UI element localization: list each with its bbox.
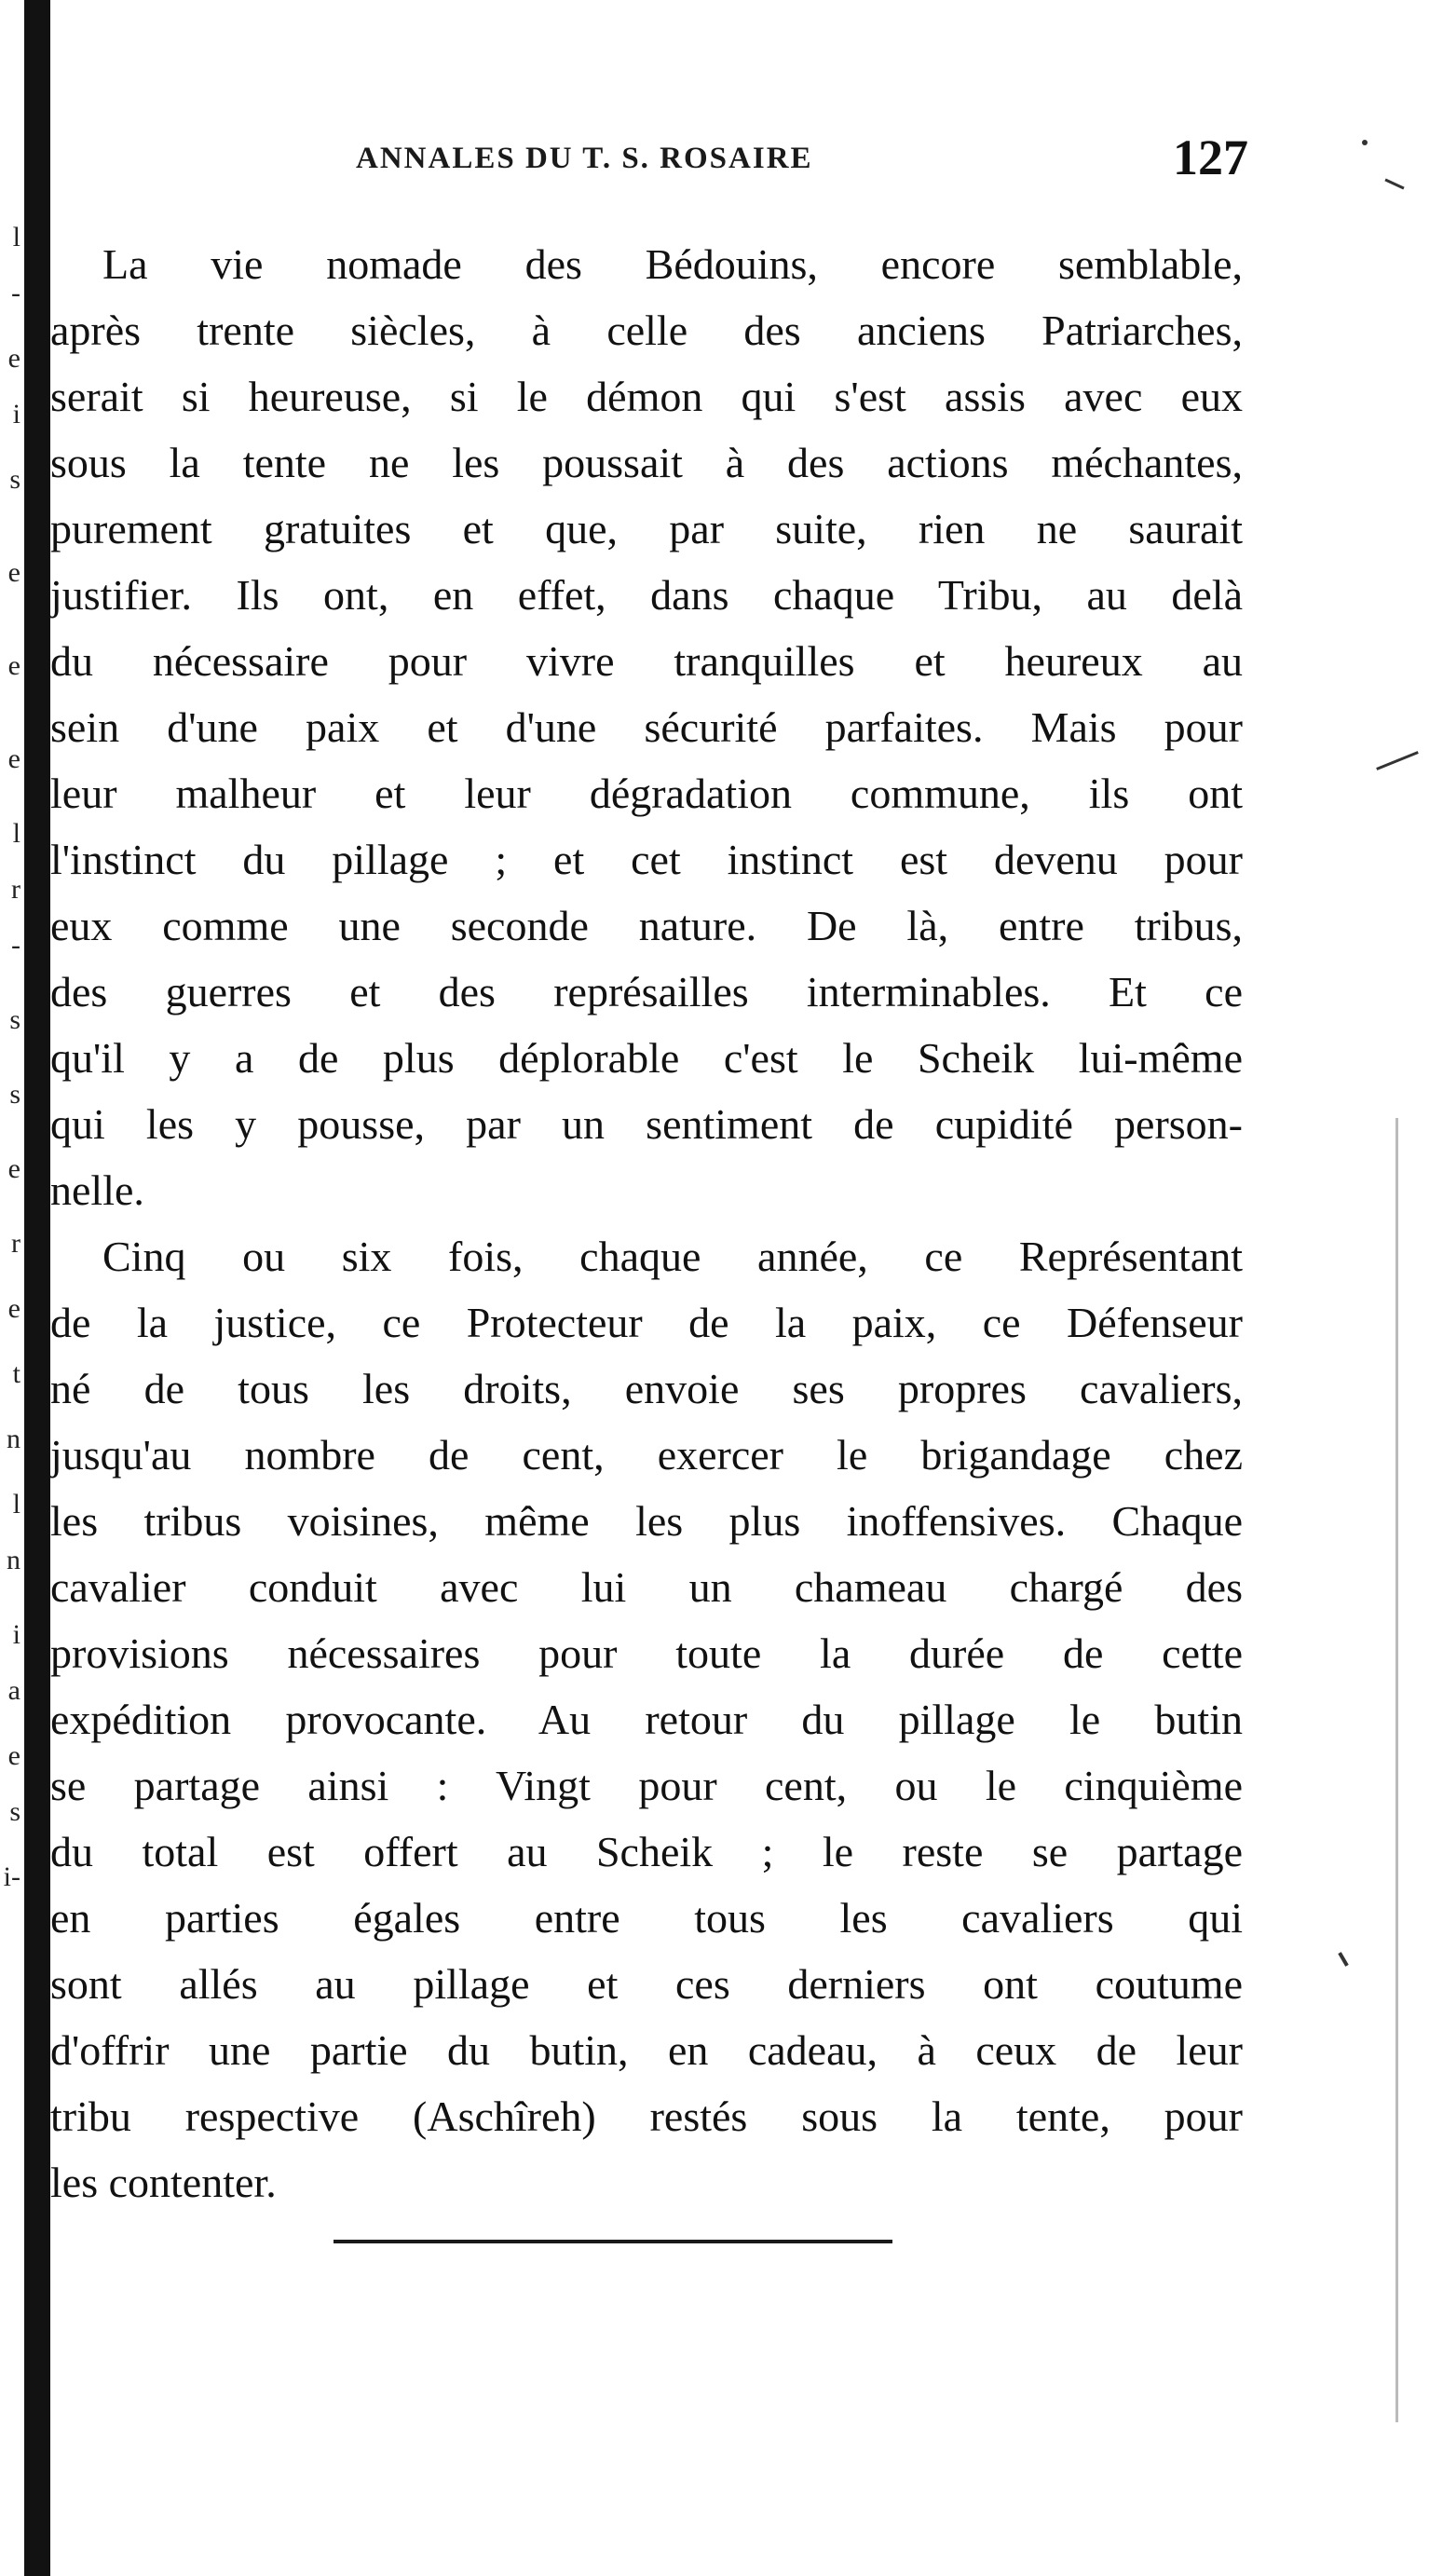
gutter-fragment: e: [7, 650, 20, 681]
gutter-edge: [0, 0, 24, 2576]
gutter-fragment: l: [12, 222, 20, 252]
text-line: jusqu'au nombre de cent, exercer le brigandage chez: [50, 1431, 1243, 1479]
text-line: l'instinct du pillage ; et cet instinct est devenu pour: [50, 836, 1243, 883]
gutter-fragment: s: [9, 1004, 20, 1035]
gutter-fragment: n: [7, 1424, 20, 1454]
gutter-fragment: e: [7, 1153, 20, 1184]
paragraph-1: [50, 231, 1243, 1223]
section-rule: [334, 2240, 892, 2243]
text-line: en parties égales entre tous les cavaliers qui: [50, 1894, 1243, 1942]
text-line: de la justice, ce Protecteur de la paix, ce Défenseur: [50, 1299, 1243, 1346]
page-header: [75, 129, 1248, 194]
text-line: leur malheur et leur dégradation commune, ils ont: [50, 770, 1243, 817]
text-line: du nécessaire pour vivre tranquilles et heureux au: [50, 637, 1243, 685]
gutter-fragment: i: [12, 399, 20, 429]
scan-speck: [1362, 140, 1368, 145]
text-line: cavalier conduit avec lui un chameau chargé des: [50, 1563, 1243, 1611]
scan-speck: [1384, 178, 1404, 189]
text-line: purement gratuites et que, par suite, rien ne saurait: [50, 505, 1243, 552]
text-line: eux comme une seconde nature. De là, entre tribus,: [50, 902, 1243, 949]
text-line: du total est offert au Scheik ; le reste se partage: [50, 1828, 1243, 1875]
gutter-fragment: e: [7, 343, 20, 374]
body-text: [50, 231, 1243, 2215]
text-line: se partage ainsi : Vingt pour cent, ou le cinquième: [50, 1762, 1243, 1809]
running-head: ANNALES DU T. S. ROSAIRE: [356, 142, 813, 175]
gutter-fragment: n: [7, 1545, 20, 1575]
gutter-fragment: e: [7, 1740, 20, 1771]
gutter-fragment: l: [12, 1489, 20, 1520]
scan-speck: [1376, 751, 1419, 770]
text-line: expédition provocante. Au retour du pillage le butin: [50, 1696, 1243, 1743]
text-line: Cinq ou six fois, chaque année, ce Représentant: [102, 1233, 1243, 1280]
scan-speck: [1395, 1118, 1398, 2422]
gutter-fragment: r: [11, 1228, 20, 1259]
text-line: des guerres et des représailles interminables. Et ce: [50, 968, 1243, 1015]
text-line: sein d'une paix et d'une sécurité parfaites. Mais pour: [50, 703, 1243, 751]
text-line: qu'il y a de plus déplorable c'est le Scheik lui-même: [50, 1034, 1243, 1082]
scan-speck: [1338, 1952, 1348, 1967]
text-line: né de tous les droits, envoie ses propres cavaliers,: [50, 1365, 1243, 1412]
gutter-fragment: -: [11, 930, 20, 961]
text-line: provisions nécessaires pour toute la durée de cette: [50, 1629, 1243, 1677]
gutter-fragment: s: [9, 1796, 20, 1827]
gutter-fragment: t: [12, 1358, 20, 1389]
text-line: tribu respective (Aschîreh) restés sous la tente, pour: [50, 2092, 1243, 2140]
text-line: les tribus voisines, même les plus inoffensives. Chaque: [50, 1497, 1243, 1545]
gutter-fragment: r: [11, 874, 20, 905]
text-line: sont allés au pillage et ces derniers ont coutume: [50, 1960, 1243, 2008]
gutter-fragment: s: [9, 1079, 20, 1110]
gutter-fragment: i: [12, 1619, 20, 1650]
text-line: La vie nomade des Bédouins, encore semblable,: [102, 240, 1243, 288]
gutter-fragment: -: [11, 278, 20, 308]
gutter-fragment: e: [7, 743, 20, 774]
gutter-fragment: e: [7, 557, 20, 588]
text-line: d'offrir une partie du butin, en cadeau, à ceux de leur: [50, 2026, 1243, 2074]
page-number: 127: [1173, 129, 1248, 185]
text-line: justifier. Ils ont, en effet, dans chaque Tribu, au delà: [50, 571, 1243, 619]
gutter-fragment: l: [12, 818, 20, 849]
text-line: qui les y pousse, par un sentiment de cupidité person-: [50, 1100, 1243, 1148]
page-binding-shadow: [24, 0, 50, 2576]
text-line: après trente siècles, à celle des anciens Patriarches,: [50, 307, 1243, 354]
text-line: les contenter.: [50, 2159, 277, 2206]
gutter-fragment: i-: [3, 1861, 20, 1892]
gutter-fragment: e: [7, 1293, 20, 1324]
gutter-fragment: a: [7, 1675, 20, 1706]
text-line: sous la tente ne les poussait à des actions méchantes,: [50, 439, 1243, 486]
paragraph-2: [50, 1223, 1243, 2215]
gutter-fragment: s: [9, 464, 20, 495]
text-line: serait si heureuse, si le démon qui s'est assis avec eux: [50, 373, 1243, 420]
text-line: nelle.: [50, 1166, 144, 1214]
